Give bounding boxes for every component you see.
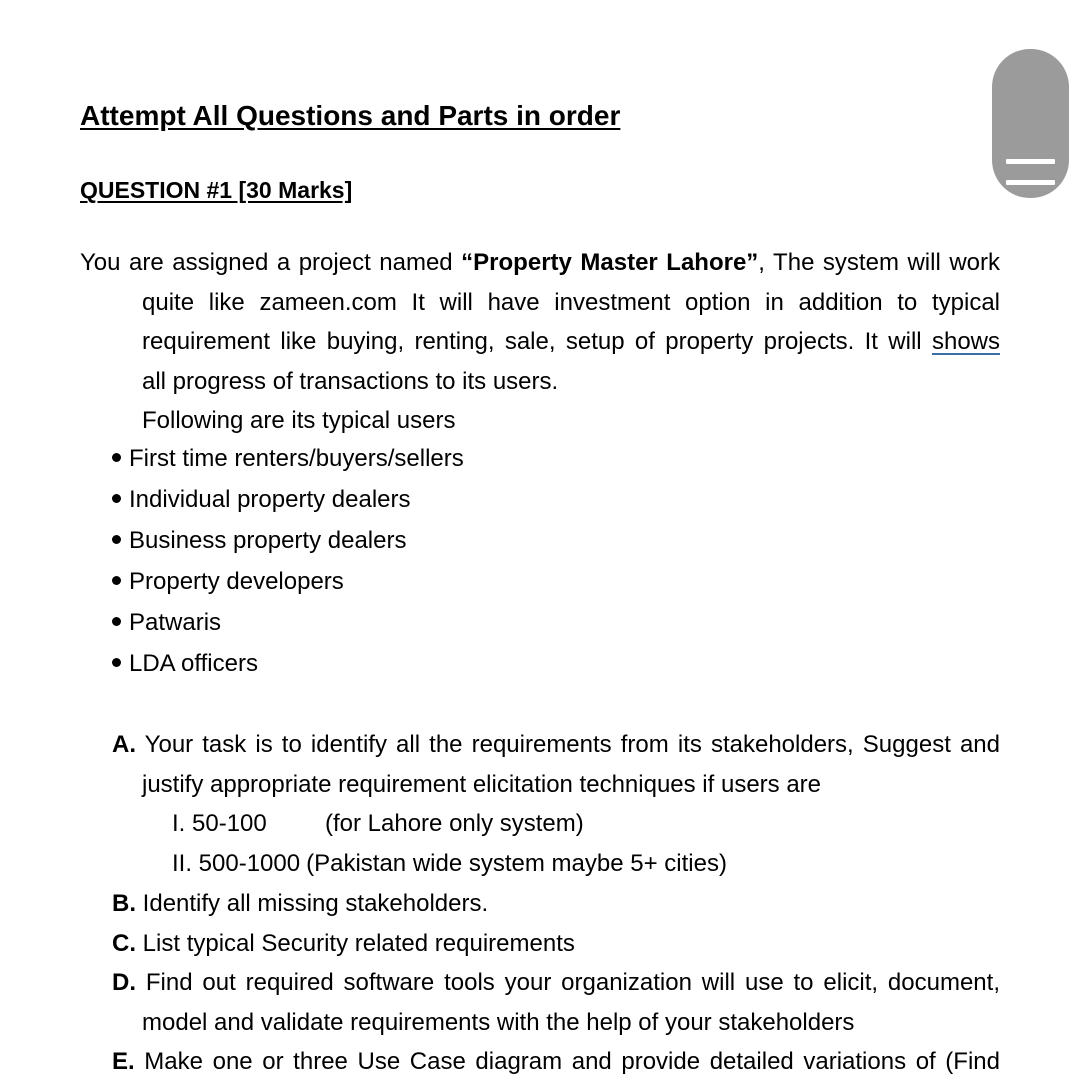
project-name: “Property Master Lahore” (461, 249, 759, 276)
bullet-icon (112, 658, 121, 667)
grip-line-icon (1006, 180, 1055, 185)
task-c-line (112, 924, 1000, 964)
task-text: List typical Security related requirements (142, 930, 575, 957)
user-list-item-label: Patwaris (129, 609, 222, 636)
task-a-line-2: justify appropriate requirement elicitation techniques if users are (142, 771, 822, 798)
intro-line-3 (80, 322, 1000, 362)
bullet-icon (112, 494, 121, 503)
task-label: A. (112, 731, 136, 758)
task-b (112, 884, 1000, 924)
task-label: C. (112, 930, 136, 957)
intro-text: requirement like buying, renting, sale, setup of property projects. It will (142, 328, 932, 355)
bullet-icon (112, 535, 121, 544)
page-heading: Attempt All Questions and Parts in order (80, 100, 621, 131)
task-a (112, 725, 1000, 805)
user-list-item (112, 444, 464, 474)
user-list-item (112, 608, 221, 638)
task-text: Identify all missing stakeholders. (142, 890, 489, 917)
intro-line-5: Following are its typical users (142, 407, 456, 434)
task-text: Your task is to identify all the requirements from its stakeholders, Suggest and (144, 731, 1000, 758)
scroll-handle[interactable] (992, 49, 1069, 198)
question-title: QUESTION #1 [30 Marks] (80, 177, 353, 203)
task-b-line (112, 884, 1000, 924)
option-number: II. 500-1000 (172, 850, 301, 877)
user-list-item (112, 567, 344, 597)
task-label: D. (112, 969, 136, 996)
user-list-item-label: First time renters/buyers/sellers (129, 445, 464, 472)
bullet-icon (112, 617, 121, 626)
task-label: B. (112, 890, 136, 917)
intro-paragraph (80, 243, 1000, 441)
option-description: (for Lahore only system) (325, 810, 584, 837)
intro-line-2: quite like zameen.com It will have investment option in addition to typical (142, 288, 1000, 316)
option-number: I. 50-100 (172, 810, 267, 837)
option-description: (Pakistan wide system maybe 5+ cities) (306, 850, 727, 877)
task-e-line-1 (112, 1042, 1000, 1082)
task-d-line-2: model and validate requirements with the help of your stakeholders (142, 1009, 855, 1036)
user-list-item-label: Property developers (129, 568, 344, 595)
intro-text: , The system will work (758, 249, 1000, 276)
intro-text: You are assigned a project named (80, 249, 462, 276)
user-list-item (112, 649, 258, 679)
user-list-item (112, 526, 406, 556)
user-list-item-label: Business property dealers (129, 527, 407, 554)
task-d-line-1 (112, 963, 1000, 1003)
task-a-option-2 (172, 844, 727, 884)
task-d (112, 963, 1000, 1043)
task-text: Make one or three Use Case diagram and provide detailed variations of (Find (144, 1048, 1000, 1075)
user-list-item-label: Individual property dealers (129, 486, 411, 513)
task-a-option-1 (172, 804, 584, 844)
intro-line-4: all progress of transactions to its users. (142, 367, 559, 395)
spellcheck-underlined-word: shows (931, 328, 1000, 355)
task-label: E. (112, 1048, 135, 1075)
grip-line-icon (1006, 159, 1055, 164)
task-c (112, 924, 1000, 964)
task-e (112, 1042, 1000, 1082)
task-text: Find out required software tools your organization will use to elicit, document, (145, 969, 1000, 996)
bullet-icon (112, 453, 121, 462)
user-list-item-label: LDA officers (129, 650, 258, 677)
bullet-icon (112, 576, 121, 585)
user-list-item (112, 485, 411, 515)
task-a-line-1 (112, 725, 1000, 765)
intro-line-1 (80, 243, 1000, 283)
